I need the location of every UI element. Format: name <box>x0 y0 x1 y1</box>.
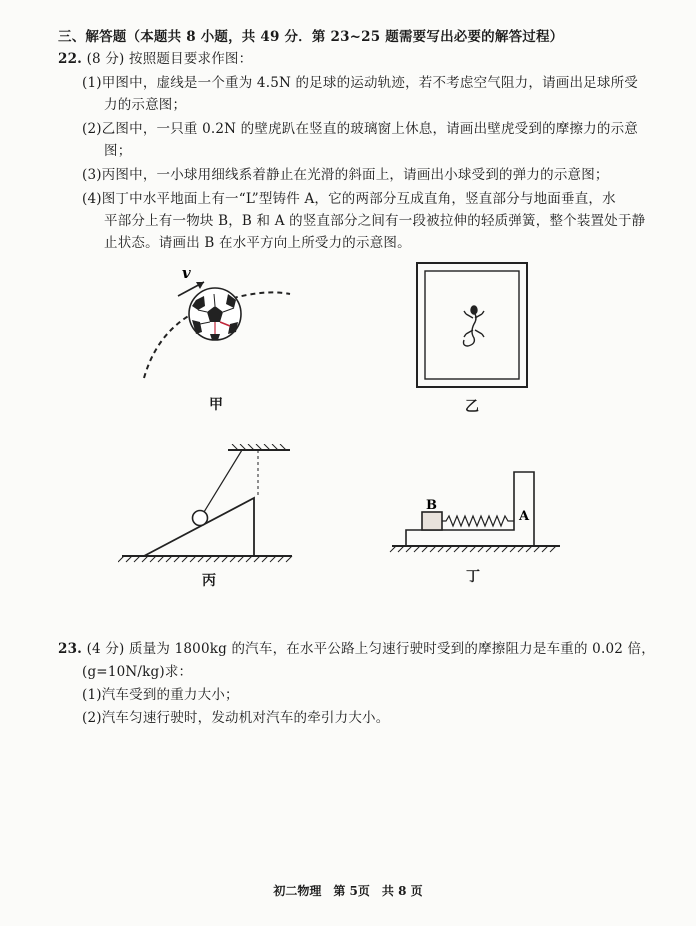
q23-line1 <box>58 640 655 658</box>
q23-points: (4 分) <box>86 641 125 657</box>
q22-item4-line2: 平部分上有一物块 B，B 和 A 的竖直部分之间有一段被拉伸的轻质弹簧，整个装置处于静 <box>104 213 646 229</box>
page-footer: 初二物理 第 5页 共 8 页 <box>273 884 423 898</box>
figure-yi <box>416 262 528 388</box>
q23-item1: (1)汽车受到的重力大小； <box>82 687 239 703</box>
caption-yi: 乙 <box>465 399 479 415</box>
q22-points: (8 分) <box>86 51 125 67</box>
figure-bing <box>118 444 298 570</box>
caption-bing: 丙 <box>202 573 216 589</box>
q23-item2: (2)汽车匀速行驶时，发动机对汽车的牵引力大小。 <box>82 710 390 726</box>
block-b <box>422 512 442 530</box>
q22-number: 22. <box>58 51 83 67</box>
q22-item2-line1: (2)乙图中，一只重 0.2N 的壁虎趴在竖直的玻璃窗上休息，请画出壁虎受到的摩擦力的示意 <box>82 121 638 137</box>
q22-item2-line2: 图； <box>104 143 132 159</box>
q22-item1-line1: (1)甲图中，虚线是一个重为 4.5N 的足球的运动轨迹，若不考虑空气阻力，请画出足球所受 <box>82 75 638 91</box>
ball-on-incline <box>193 511 208 526</box>
window-frame-outer <box>417 263 527 387</box>
gecko-icon <box>464 306 485 346</box>
window-frame-inner <box>425 271 519 379</box>
q22-item3-line1: (3)丙图中，一小球用细线系着静止在光滑的斜面上，请画出小球受到的弹力的示意图； <box>82 167 609 183</box>
label-b: B <box>426 498 437 513</box>
q22-header <box>58 50 252 68</box>
q22-prompt: 按照题目要求作图： <box>129 51 253 67</box>
figure-ding <box>388 464 564 564</box>
section-header: 三、解答题（本题共 8 小题，共 49 分．第 23~25 题需要写出必要的解答过程） <box>58 29 564 45</box>
q23-text-line1: 质量为 1800kg 的汽车，在水平公路上匀速行驶时受到的摩擦阻力是车重的 0.02 倍， <box>129 641 655 657</box>
q23-number: 23. <box>58 641 83 657</box>
q23-line2: (g=10N/kg)求： <box>82 664 193 680</box>
incline-wedge <box>144 498 254 556</box>
caption-ding: 丁 <box>466 569 480 585</box>
spring <box>442 516 514 526</box>
velocity-label: v <box>182 264 191 282</box>
figure-jia <box>130 262 300 384</box>
caption-jia: 甲 <box>209 397 223 413</box>
label-a: A <box>519 509 530 524</box>
string-line <box>204 450 242 512</box>
q22-item1-line2: 力的示意图； <box>104 97 187 113</box>
q22-item4-line3: 止状态。请画出 B 在水平方向上所受力的示意图。 <box>104 235 411 251</box>
q22-item4-line1: (4)图丁中水平地面上有一“L”型铸件 A，它的两部分互成直角，竖直部分与地面垂直，水 <box>82 191 616 207</box>
soccer-ball-icon <box>189 288 241 340</box>
